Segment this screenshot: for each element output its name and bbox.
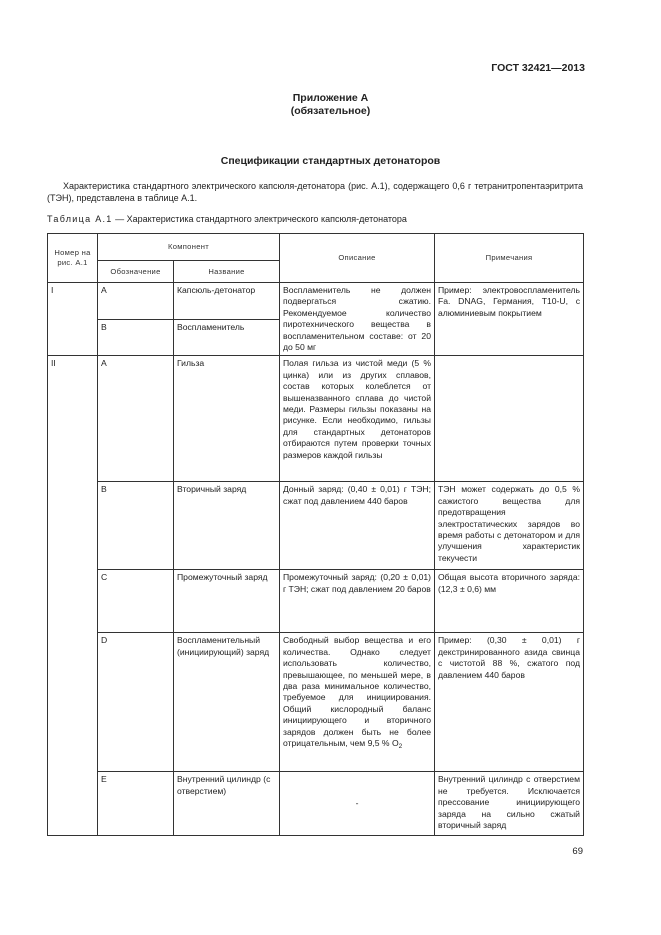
page-number: 69 [572, 846, 583, 857]
designation-cell: B [98, 482, 174, 570]
appendix-subtitle: (обязательное) [290, 105, 371, 117]
notes-cell: Пример: электровоспламенитель Fa. DNAG, Германия, T10-U, с алюминиевым покрытием [435, 283, 584, 356]
appendix-title: Приложение А [292, 92, 369, 104]
header-description: Описание [280, 234, 435, 283]
table-row [48, 633, 584, 772]
description-cell [280, 633, 435, 772]
group-number: I [48, 283, 98, 356]
designation-cell: C [98, 570, 174, 633]
designation-cell: A [98, 283, 174, 320]
header-notes: Примечания [435, 234, 584, 283]
name-cell: Капсюль-детонатор [174, 283, 280, 320]
table-row [48, 283, 584, 320]
name-cell: Внутренний цилиндр (с отверстием) [174, 772, 280, 836]
table-header-row [48, 234, 584, 261]
spec-table [47, 233, 584, 836]
description-cell: - [280, 772, 435, 836]
notes-cell [435, 356, 584, 482]
intro-text: Характеристика стандартного электрического капсюля-детонатора (рис. А.1), содержащего 0,6 г тетранитропентаэритрита (ТЭН), представлена в таблице А.1. [47, 181, 583, 203]
table-caption-text: — Характеристика стандартного электрического капсюля-детонатора [112, 214, 407, 224]
header-designation: Обозначение [98, 261, 174, 283]
name-cell: Воспламенитель [174, 319, 280, 356]
header-name: Название [174, 261, 280, 283]
description-cell: Промежуточный заряд: (0,20 ± 0,01) г ТЭН; сжат под давлением 20 баров [280, 570, 435, 633]
oxygen-subscript: 2 [398, 743, 403, 751]
notes-cell: Внутренний цилиндр с отверстием не требуется. Исключается прессование инициирующего заряда на сильно сжатый вторичный заряд [435, 772, 584, 836]
description-cell: Полая гильза из чистой меди (5 % цинка) или из других сплавов, состав которых колеблется от вышеназванного сплава до чистой меди. Размеры гильзы показаны на рисунке. Если необходимо, гильзы для стандартных детонаторов отбираются путем проверки точных размеров каждой гильзы [280, 356, 435, 482]
group-number: II [48, 356, 98, 836]
header-component: Компонент [98, 234, 280, 261]
name-cell: Промежуточный заряд [174, 570, 280, 633]
intro-paragraph [47, 180, 583, 204]
table-row [48, 772, 584, 836]
description-cell: Воспламенитель не должен подвергаться сжатию. Рекомендуемое количество пиротехнического вещества в воспламенительном составе: от 20 до 50 мг [280, 283, 435, 356]
appendix-heading [0, 92, 661, 118]
table-row [48, 356, 584, 482]
designation-cell: B [98, 319, 174, 356]
notes-cell: ТЭН может содержать до 0,5 % сажистого вещества для предотвращения электростатических зарядов во время работы с детонатором и для улучшения характеристик текучести [435, 482, 584, 570]
name-cell: Вторичный заряд [174, 482, 280, 570]
description-text: Свободный выбор вещества и его количества. Однако следует использовать количество, превышающее, по меньшей мере, в два раза минимальное количество, требуемое для инициирования. Общий кислородный баланс инициирующего и вторичного зарядов должен быть не более отрицательным, чем 9,5 % O [283, 635, 431, 749]
name-cell: Воспламенительный (инициирующий) заряд [174, 633, 280, 772]
table-row [48, 570, 584, 633]
section-title: Спецификации стандартных детонаторов [220, 155, 441, 167]
table-caption-prefix: Таблица А.1 [47, 214, 113, 224]
name-cell: Гильза [174, 356, 280, 482]
notes-cell: Пример: (0,30 ± 0,01) г декстринированного азида свинца с чистотой 88 %, сжатого под давлением 440 баров [435, 633, 584, 772]
table-caption [47, 214, 407, 224]
designation-cell: D [98, 633, 174, 772]
header-fig-no: Номер на рис. А.1 [48, 234, 98, 283]
description-cell: Донный заряд: (0,40 ± 0,01) г ТЭН; сжат под давлением 440 баров [280, 482, 435, 570]
designation-cell: E [98, 772, 174, 836]
standard-number: ГОСТ 32421—2013 [491, 62, 585, 74]
table-row [48, 482, 584, 570]
designation-cell: A [98, 356, 174, 482]
notes-cell: Общая высота вторичного заряда: (12,3 ± 0,6) мм [435, 570, 584, 633]
